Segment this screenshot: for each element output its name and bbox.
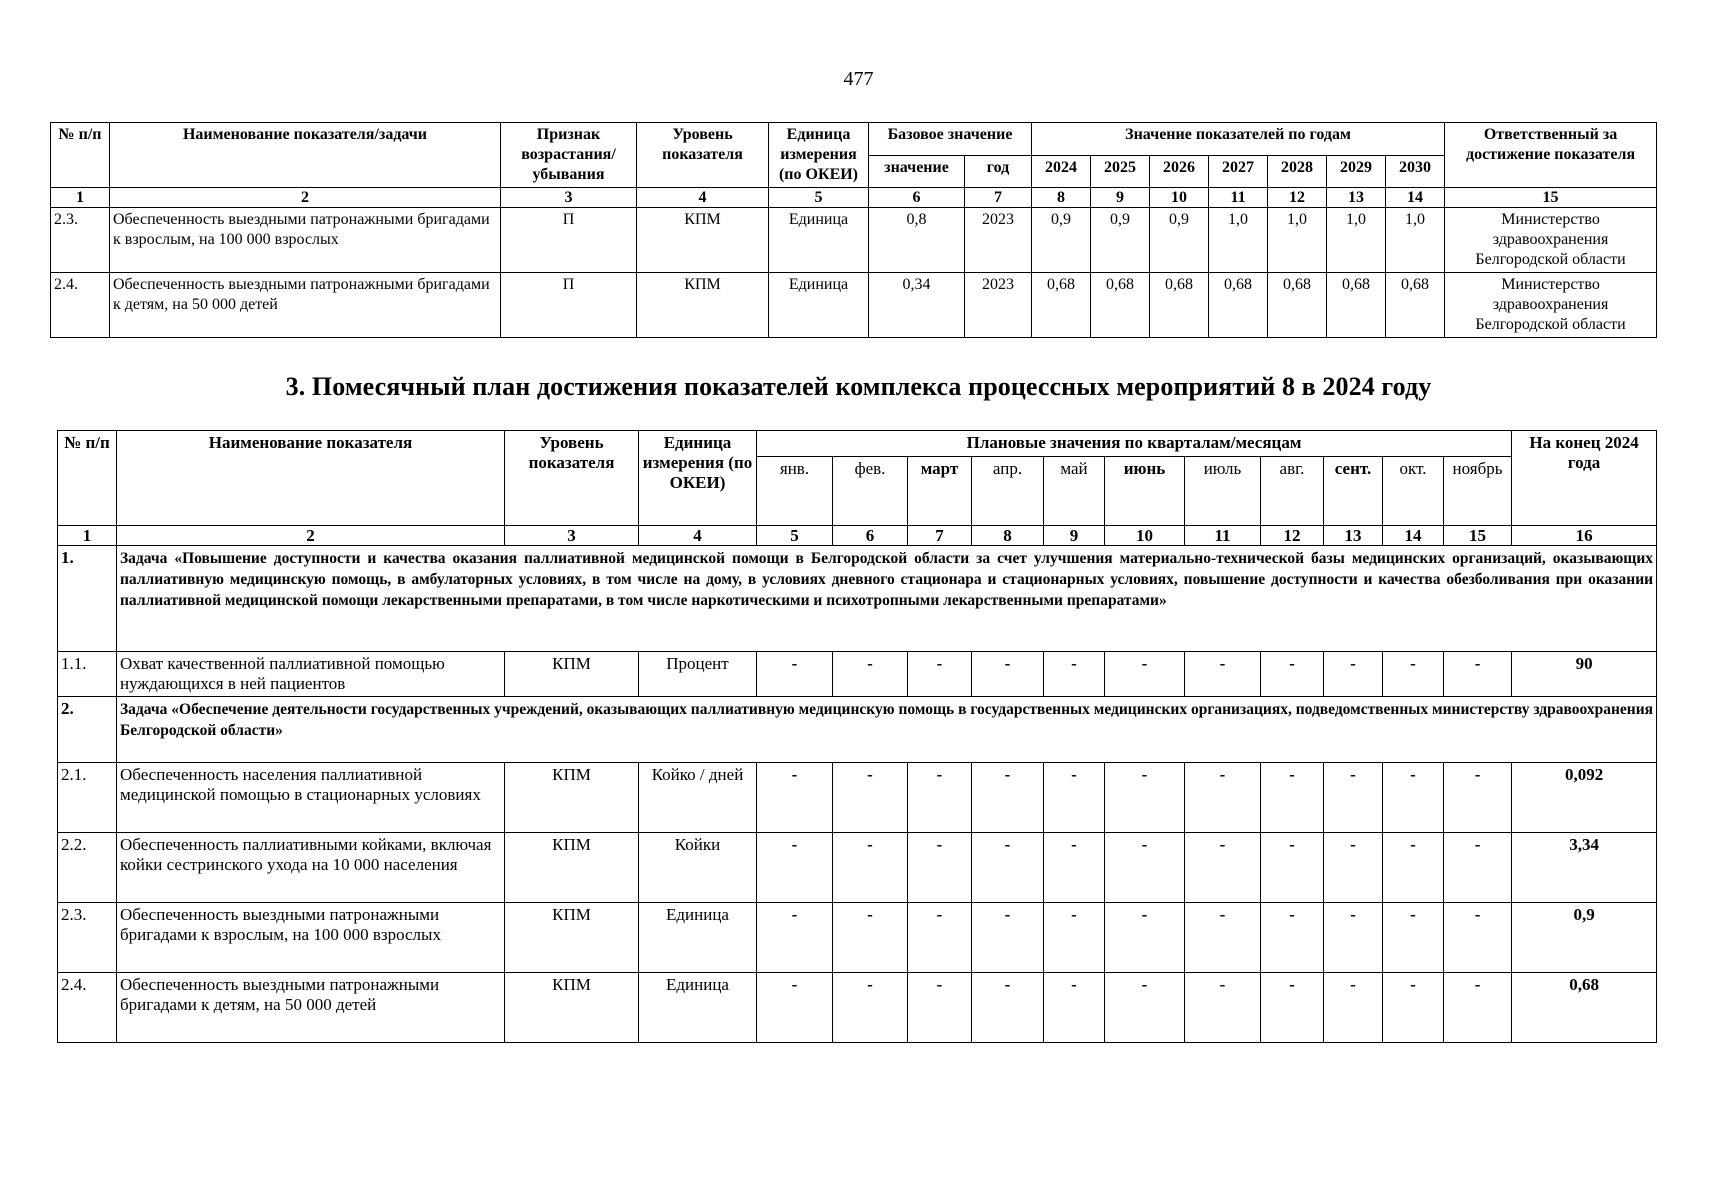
- row-unit: Единица: [769, 208, 869, 273]
- table-row: [58, 973, 1657, 1043]
- month-value: -: [1105, 833, 1185, 903]
- month-value: -: [908, 763, 972, 833]
- header-year: 2030: [1386, 155, 1445, 188]
- month-value: -: [833, 763, 908, 833]
- month-value: -: [757, 833, 833, 903]
- month-value: -: [833, 833, 908, 903]
- task2-indicators: [58, 763, 1657, 1043]
- index-cell: 9: [1044, 526, 1105, 546]
- index-cell: 5: [769, 188, 869, 208]
- month-value: -: [972, 833, 1044, 903]
- row-base-value: 0,34: [869, 273, 965, 338]
- row-year-value: 0,9: [1032, 208, 1091, 273]
- month-value: -: [1261, 973, 1324, 1043]
- header-month: май: [1044, 457, 1105, 526]
- task-num: 2.: [58, 697, 117, 763]
- header-month: апр.: [972, 457, 1044, 526]
- row-num: 2.3.: [51, 208, 110, 273]
- row-year-value: 1,0: [1327, 208, 1386, 273]
- index-cell: 1: [58, 526, 117, 546]
- row-year-value: 0,68: [1150, 273, 1209, 338]
- index-cell: 12: [1268, 188, 1327, 208]
- month-value: -: [1105, 973, 1185, 1043]
- header-year: 2027: [1209, 155, 1268, 188]
- header-base-year: год: [965, 155, 1032, 188]
- month-value: -: [1383, 903, 1444, 973]
- month-value: -: [1324, 973, 1383, 1043]
- month-value: -: [1261, 763, 1324, 833]
- month-value: -: [1185, 763, 1261, 833]
- month-value: -: [1383, 973, 1444, 1043]
- index-cell: 5: [757, 526, 833, 546]
- row-end-value: 0,092: [1512, 763, 1657, 833]
- monthly-plan-table: [57, 430, 1657, 1043]
- month-value: -: [1105, 903, 1185, 973]
- header-base-value: значение: [869, 155, 965, 188]
- header-month: март: [908, 457, 972, 526]
- header-month: июнь: [1105, 457, 1185, 526]
- index-cell: 15: [1444, 526, 1512, 546]
- row-year-value: 0,68: [1032, 273, 1091, 338]
- month-value: -: [908, 833, 972, 903]
- header-responsible: Ответственный за достижение показателя: [1445, 123, 1657, 188]
- month-value: -: [972, 652, 1044, 697]
- table-row: [58, 903, 1657, 973]
- month-value: -: [1185, 652, 1261, 697]
- index-cell: 4: [637, 188, 769, 208]
- row-unit: Единица: [769, 273, 869, 338]
- header-level: Уровень показателя: [505, 431, 639, 526]
- index-cell: 8: [1032, 188, 1091, 208]
- header-month: окт.: [1383, 457, 1444, 526]
- index-cell: 14: [1386, 188, 1445, 208]
- row-level: КПМ: [505, 903, 639, 973]
- month-value: -: [1044, 652, 1105, 697]
- row-year-value: 1,0: [1386, 208, 1445, 273]
- month-value: -: [833, 973, 908, 1043]
- month-value: -: [908, 973, 972, 1043]
- header-base: Базовое значение: [869, 123, 1032, 156]
- index-cell: 3: [501, 188, 637, 208]
- header-num: № п/п: [58, 431, 117, 526]
- index-cell: 1: [51, 188, 110, 208]
- month-value: -: [757, 763, 833, 833]
- row-base-year: 2023: [965, 208, 1032, 273]
- index-row: [58, 526, 1657, 546]
- row-unit: Единица: [639, 973, 757, 1043]
- index-cell: 7: [965, 188, 1032, 208]
- month-value: -: [1261, 833, 1324, 903]
- header-month: фев.: [833, 457, 908, 526]
- month-value: -: [1324, 763, 1383, 833]
- month-value: -: [757, 973, 833, 1043]
- index-cell: 16: [1512, 526, 1657, 546]
- index-cell: 8: [972, 526, 1044, 546]
- header-row: [58, 431, 1657, 457]
- row-level: КПМ: [505, 833, 639, 903]
- header-month: ноябрь: [1444, 457, 1512, 526]
- row-year-value: 0,9: [1150, 208, 1209, 273]
- index-cell: 4: [639, 526, 757, 546]
- table-row: [58, 763, 1657, 833]
- header-month: июль: [1185, 457, 1261, 526]
- header-row: [51, 123, 1657, 156]
- section-title: 3. Помесячный план достижения показателей комплекса процессных мероприятий 8 в 2024 году: [285, 372, 1432, 401]
- row-year-value: 0,68: [1268, 273, 1327, 338]
- index-cell: 9: [1091, 188, 1150, 208]
- month-value: -: [908, 903, 972, 973]
- month-value: -: [1185, 903, 1261, 973]
- row-end-value: 0,68: [1512, 973, 1657, 1043]
- row-name: Обеспеченность выездными патронажными бригадами к детям, на 50 000 детей: [110, 273, 501, 338]
- month-value: -: [972, 973, 1044, 1043]
- index-cell: 11: [1185, 526, 1261, 546]
- month-value: -: [1444, 833, 1512, 903]
- row-responsible: Министерство здравоохранения Белгородской области: [1445, 273, 1657, 338]
- row-name: Охват качественной паллиативной помощью нуждающихся в ней пациентов: [117, 652, 505, 697]
- header-year: 2029: [1327, 155, 1386, 188]
- row-end-value: 0,9: [1512, 903, 1657, 973]
- row-level: КПМ: [505, 652, 639, 697]
- row-year-value: 0,68: [1091, 273, 1150, 338]
- row-name: Обеспеченность паллиативными койками, включая койки сестринского ухода на 10 000 населения: [117, 833, 505, 903]
- header-year: 2024: [1032, 155, 1091, 188]
- header-year: 2026: [1150, 155, 1209, 188]
- index-cell: 15: [1445, 188, 1657, 208]
- row-year-value: 0,68: [1327, 273, 1386, 338]
- row-unit: Единица: [639, 903, 757, 973]
- index-row: [51, 188, 1657, 208]
- row-base-value: 0,8: [869, 208, 965, 273]
- table-row: [58, 652, 1657, 697]
- month-value: -: [1105, 763, 1185, 833]
- month-value: -: [1261, 903, 1324, 973]
- header-year: 2025: [1091, 155, 1150, 188]
- row-year-value: 0,68: [1386, 273, 1445, 338]
- index-cell: 13: [1327, 188, 1386, 208]
- index-cell: 3: [505, 526, 639, 546]
- row-unit: Процент: [639, 652, 757, 697]
- table-row: [51, 208, 1657, 273]
- row-num: 2.3.: [58, 903, 117, 973]
- row-level: КПМ: [637, 208, 769, 273]
- header-level: Уровень показателя: [637, 123, 769, 188]
- month-value: -: [1324, 652, 1383, 697]
- index-cell: 10: [1105, 526, 1185, 546]
- row-num: 2.1.: [58, 763, 117, 833]
- month-value: -: [833, 652, 908, 697]
- month-value: -: [833, 903, 908, 973]
- indicators-table: [50, 122, 1657, 338]
- index-cell: 6: [833, 526, 908, 546]
- table-row: [51, 273, 1657, 338]
- month-value: -: [1261, 652, 1324, 697]
- month-value: -: [1044, 903, 1105, 973]
- header-years-group: Значение показателей по годам: [1032, 123, 1445, 156]
- index-cell: 11: [1209, 188, 1268, 208]
- index-cell: 13: [1324, 526, 1383, 546]
- month-value: -: [1324, 833, 1383, 903]
- task-num: 1.: [58, 546, 117, 652]
- row-name: Обеспеченность выездными патронажными бригадами к взрослым, на 100 000 взрослых: [110, 208, 501, 273]
- month-value: -: [1383, 763, 1444, 833]
- header-month: сент.: [1324, 457, 1383, 526]
- row-year-value: 0,68: [1209, 273, 1268, 338]
- month-value: -: [972, 763, 1044, 833]
- index-cell: 2: [110, 188, 501, 208]
- month-value: -: [1444, 652, 1512, 697]
- task-text: Задача «Обеспечение деятельности государственных учреждений, оказывающих паллиативную медицинскую помощь в государственных медицинских организациях, подведомственных министерству здравоохранения Белгородской области»: [117, 697, 1657, 763]
- row-responsible: Министерство здравоохранения Белгородской области: [1445, 208, 1657, 273]
- month-value: -: [1185, 973, 1261, 1043]
- month-value: -: [1044, 763, 1105, 833]
- row-level: КПМ: [637, 273, 769, 338]
- page-number: 477: [843, 68, 874, 90]
- month-value: -: [1444, 903, 1512, 973]
- task1-indicators: [58, 652, 1657, 697]
- row-year-value: 1,0: [1209, 208, 1268, 273]
- month-value: -: [757, 903, 833, 973]
- row-base-year: 2023: [965, 273, 1032, 338]
- row-unit: Койки: [639, 833, 757, 903]
- header-month: янв.: [757, 457, 833, 526]
- row-year-value: 1,0: [1268, 208, 1327, 273]
- row-year-value: 0,9: [1091, 208, 1150, 273]
- month-value: -: [1444, 763, 1512, 833]
- month-value: -: [1383, 833, 1444, 903]
- month-value: -: [1444, 973, 1512, 1043]
- row-num: 2.4.: [58, 973, 117, 1043]
- header-sign: Признак возрастания/ убывания: [501, 123, 637, 188]
- index-cell: 12: [1261, 526, 1324, 546]
- row-end-value: 3,34: [1512, 833, 1657, 903]
- index-cell: 14: [1383, 526, 1444, 546]
- header-name: Наименование показателя: [117, 431, 505, 526]
- task-row: [58, 697, 1657, 763]
- month-value: -: [1185, 833, 1261, 903]
- task-text: Задача «Повышение доступности и качества оказания паллиативной медицинской помощи в Белгородской области за счет улучшения материально-технической базы медицинских организаций, оказывающих паллиативную медицинскую помощь, в амбулаторных условиях, в том числе на дому, в условиях дневного стационара и стационарных условиях, повышение доступности и качества обезболивания при оказании паллиативной медицинской помощи лекарственными препаратами, в том числе наркотическими и психотропными лекарственными препаратами»: [117, 546, 1657, 652]
- table-row: [58, 833, 1657, 903]
- header-month: авг.: [1261, 457, 1324, 526]
- row-unit: Койко / дней: [639, 763, 757, 833]
- row-sign: П: [501, 208, 637, 273]
- header-unit: Единица измерения (по ОКЕИ): [639, 431, 757, 526]
- index-cell: 10: [1150, 188, 1209, 208]
- header-months-group: Плановые значения по кварталам/месяцам: [757, 431, 1512, 457]
- row-level: КПМ: [505, 763, 639, 833]
- index-cell: 6: [869, 188, 965, 208]
- month-value: -: [1105, 652, 1185, 697]
- header-name: Наименование показателя/задачи: [110, 123, 501, 188]
- month-value: -: [1044, 973, 1105, 1043]
- row-name: Обеспеченность выездными патронажными бригадами к детям, на 50 000 детей: [117, 973, 505, 1043]
- month-value: -: [757, 652, 833, 697]
- month-value: -: [1383, 652, 1444, 697]
- month-value: -: [908, 652, 972, 697]
- row-name: Обеспеченность населения паллиативной медицинской помощью в стационарных условиях: [117, 763, 505, 833]
- header-year: 2028: [1268, 155, 1327, 188]
- row-name: Обеспеченность выездными патронажными бригадами к взрослым, на 100 000 взрослых: [117, 903, 505, 973]
- header-num: № п/п: [51, 123, 110, 188]
- row-level: КПМ: [505, 973, 639, 1043]
- month-value: -: [1324, 903, 1383, 973]
- task-row: [58, 546, 1657, 652]
- row-num: 2.2.: [58, 833, 117, 903]
- header-end: На конец 2024 года: [1512, 431, 1657, 526]
- header-unit: Единица измерения (по ОКЕИ): [769, 123, 869, 188]
- row-num: 2.4.: [51, 273, 110, 338]
- row-num: 1.1.: [58, 652, 117, 697]
- index-cell: 2: [117, 526, 505, 546]
- index-cell: 7: [908, 526, 972, 546]
- row-sign: П: [501, 273, 637, 338]
- row-end-value: 90: [1512, 652, 1657, 697]
- month-value: -: [972, 903, 1044, 973]
- month-value: -: [1044, 833, 1105, 903]
